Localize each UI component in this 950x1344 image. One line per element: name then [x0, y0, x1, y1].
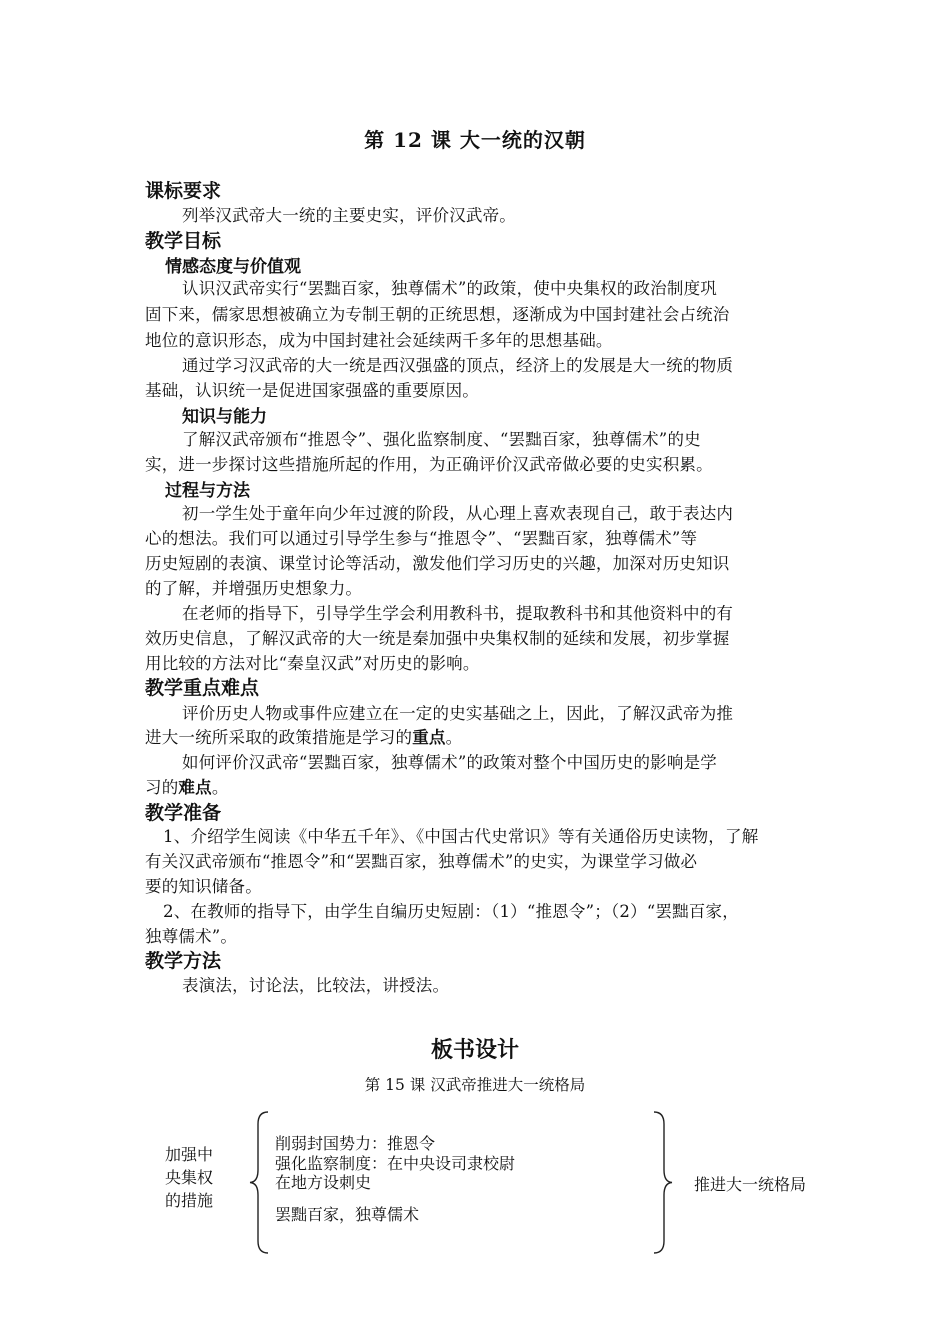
keypoints-text: 习的 — [145, 778, 179, 797]
subheading-knowledge: 知识与能力 — [182, 407, 267, 427]
process-line: 心的想法。我们可以通过引导学生参与“推恩令”、“罢黜百家，独尊儒术”等 — [145, 529, 698, 548]
process-line: 效历史信息，了解汉武帝的大一统是秦加强中央集权制的延续和发展，初步掌握 — [145, 629, 730, 648]
keypoints-text: 。 — [445, 728, 463, 747]
board-middle-line: 强化监察制度：在中央设司隶校尉 — [275, 1154, 516, 1173]
board-left-line: 的措施 — [165, 1191, 214, 1210]
keypoints-text: 进大一统所采取的政策措施是学习的 — [145, 728, 413, 747]
board-middle-line: 在地方设刺史 — [275, 1173, 372, 1192]
left-brace-icon — [248, 1110, 272, 1255]
board-middle-line: 削弱封国势力：推恩令 — [275, 1134, 436, 1153]
difficult-point-emphasis: 难点 — [178, 778, 212, 797]
emotion-line: 基础，认识统一是促进国家强盛的重要原因。 — [145, 381, 479, 400]
process-line: 历史短剧的表演、课堂讨论等活动，激发他们学习历史的兴趣，加深对历史知识 — [145, 554, 730, 573]
heading-methods: 教学方法 — [145, 950, 222, 972]
process-line: 在老师的指导下，引导学生学会利用教科书，提取教科书和其他资料中的有 — [182, 604, 734, 623]
knowledge-line: 实，进一步探讨这些措施所起的作用，为正确评价汉武帝做必要的史实积累。 — [145, 455, 713, 474]
keypoints-line: 评价历史人物或事件应建立在一定的史实基础之上，因此，了解汉武帝为推 — [182, 704, 734, 723]
board-right-text: 推进大一统格局 — [694, 1175, 807, 1194]
keypoints-text: 。 — [211, 778, 229, 797]
preparation-line: 要的知识储备。 — [145, 877, 262, 896]
process-line: 的了解，并增强历史想象力。 — [145, 579, 363, 598]
keypoints-line — [145, 724, 462, 748]
keypoints-line: 如何评价汉武帝“罢黜百家，独尊儒术”的政策对整个中国历史的影响是学 — [182, 753, 717, 772]
heading-objectives: 教学目标 — [145, 230, 222, 252]
emotion-line: 固下来，儒家思想被确立为专制王朝的正统思想，逐渐成为中国封建社会占统治 — [145, 305, 730, 324]
preparation-line: 独尊儒术”。 — [145, 927, 238, 946]
heading-keypoints: 教学重点难点 — [145, 677, 260, 699]
preparation-line: 1、介绍学生阅读《中华五千年》、《中国古代史常识》等有关通俗历史读物，了解 — [163, 827, 759, 846]
board-left-line: 央集权 — [165, 1168, 214, 1187]
subheading-process: 过程与方法 — [165, 481, 250, 501]
process-line: 用比较的方法对比“秦皇汉武”对历史的影响。 — [145, 654, 480, 673]
curriculum-line: 列举汉武帝大一统的主要史实，评价汉武帝。 — [182, 206, 516, 225]
preparation-line: 有关汉武帝颁布“推恩令”和“罢黜百家，独尊儒术”的史实，为课堂学习做必 — [145, 852, 698, 871]
lesson-title: 第 12 课 大一统的汉朝 — [364, 128, 586, 152]
preparation-line: 2、在教师的指导下，由学生自编历史短剧：（1）“推恩令”；（2）“罢黜百家， — [163, 902, 739, 921]
methods-line: 表演法，讨论法，比较法，讲授法。 — [182, 976, 450, 995]
board-title: 板书设计 — [430, 1038, 519, 1063]
right-brace-icon — [650, 1110, 674, 1255]
keypoints-line — [145, 774, 229, 798]
knowledge-line: 了解汉武帝颁布“推恩令”、强化监察制度、“罢黜百家，独尊儒术”的史 — [182, 430, 701, 449]
board-middle-line: 罢黜百家，独尊儒术 — [275, 1205, 420, 1224]
process-line: 初一学生处于童年向少年过渡的阶段，从心理上喜欢表现自己，敢于表达内 — [182, 504, 734, 523]
board-left-line: 加强中 — [165, 1145, 214, 1164]
board-subtitle: 第 15 课 汉武帝推进大一统格局 — [364, 1076, 586, 1094]
heading-preparation: 教学准备 — [145, 802, 222, 824]
subheading-emotion: 情感态度与价值观 — [165, 257, 301, 277]
heading-curriculum: 课标要求 — [145, 180, 222, 202]
key-point-emphasis: 重点 — [412, 728, 446, 747]
emotion-line: 通过学习汉武帝的大一统是西汉强盛的顶点，经济上的发展是大一统的物质 — [182, 356, 734, 375]
emotion-line: 地位的意识形态，成为中国封建社会延续两千多年的思想基础。 — [145, 331, 613, 350]
emotion-line: 认识汉武帝实行“罢黜百家，独尊儒术”的政策，使中央集权的政治制度巩 — [182, 279, 717, 298]
